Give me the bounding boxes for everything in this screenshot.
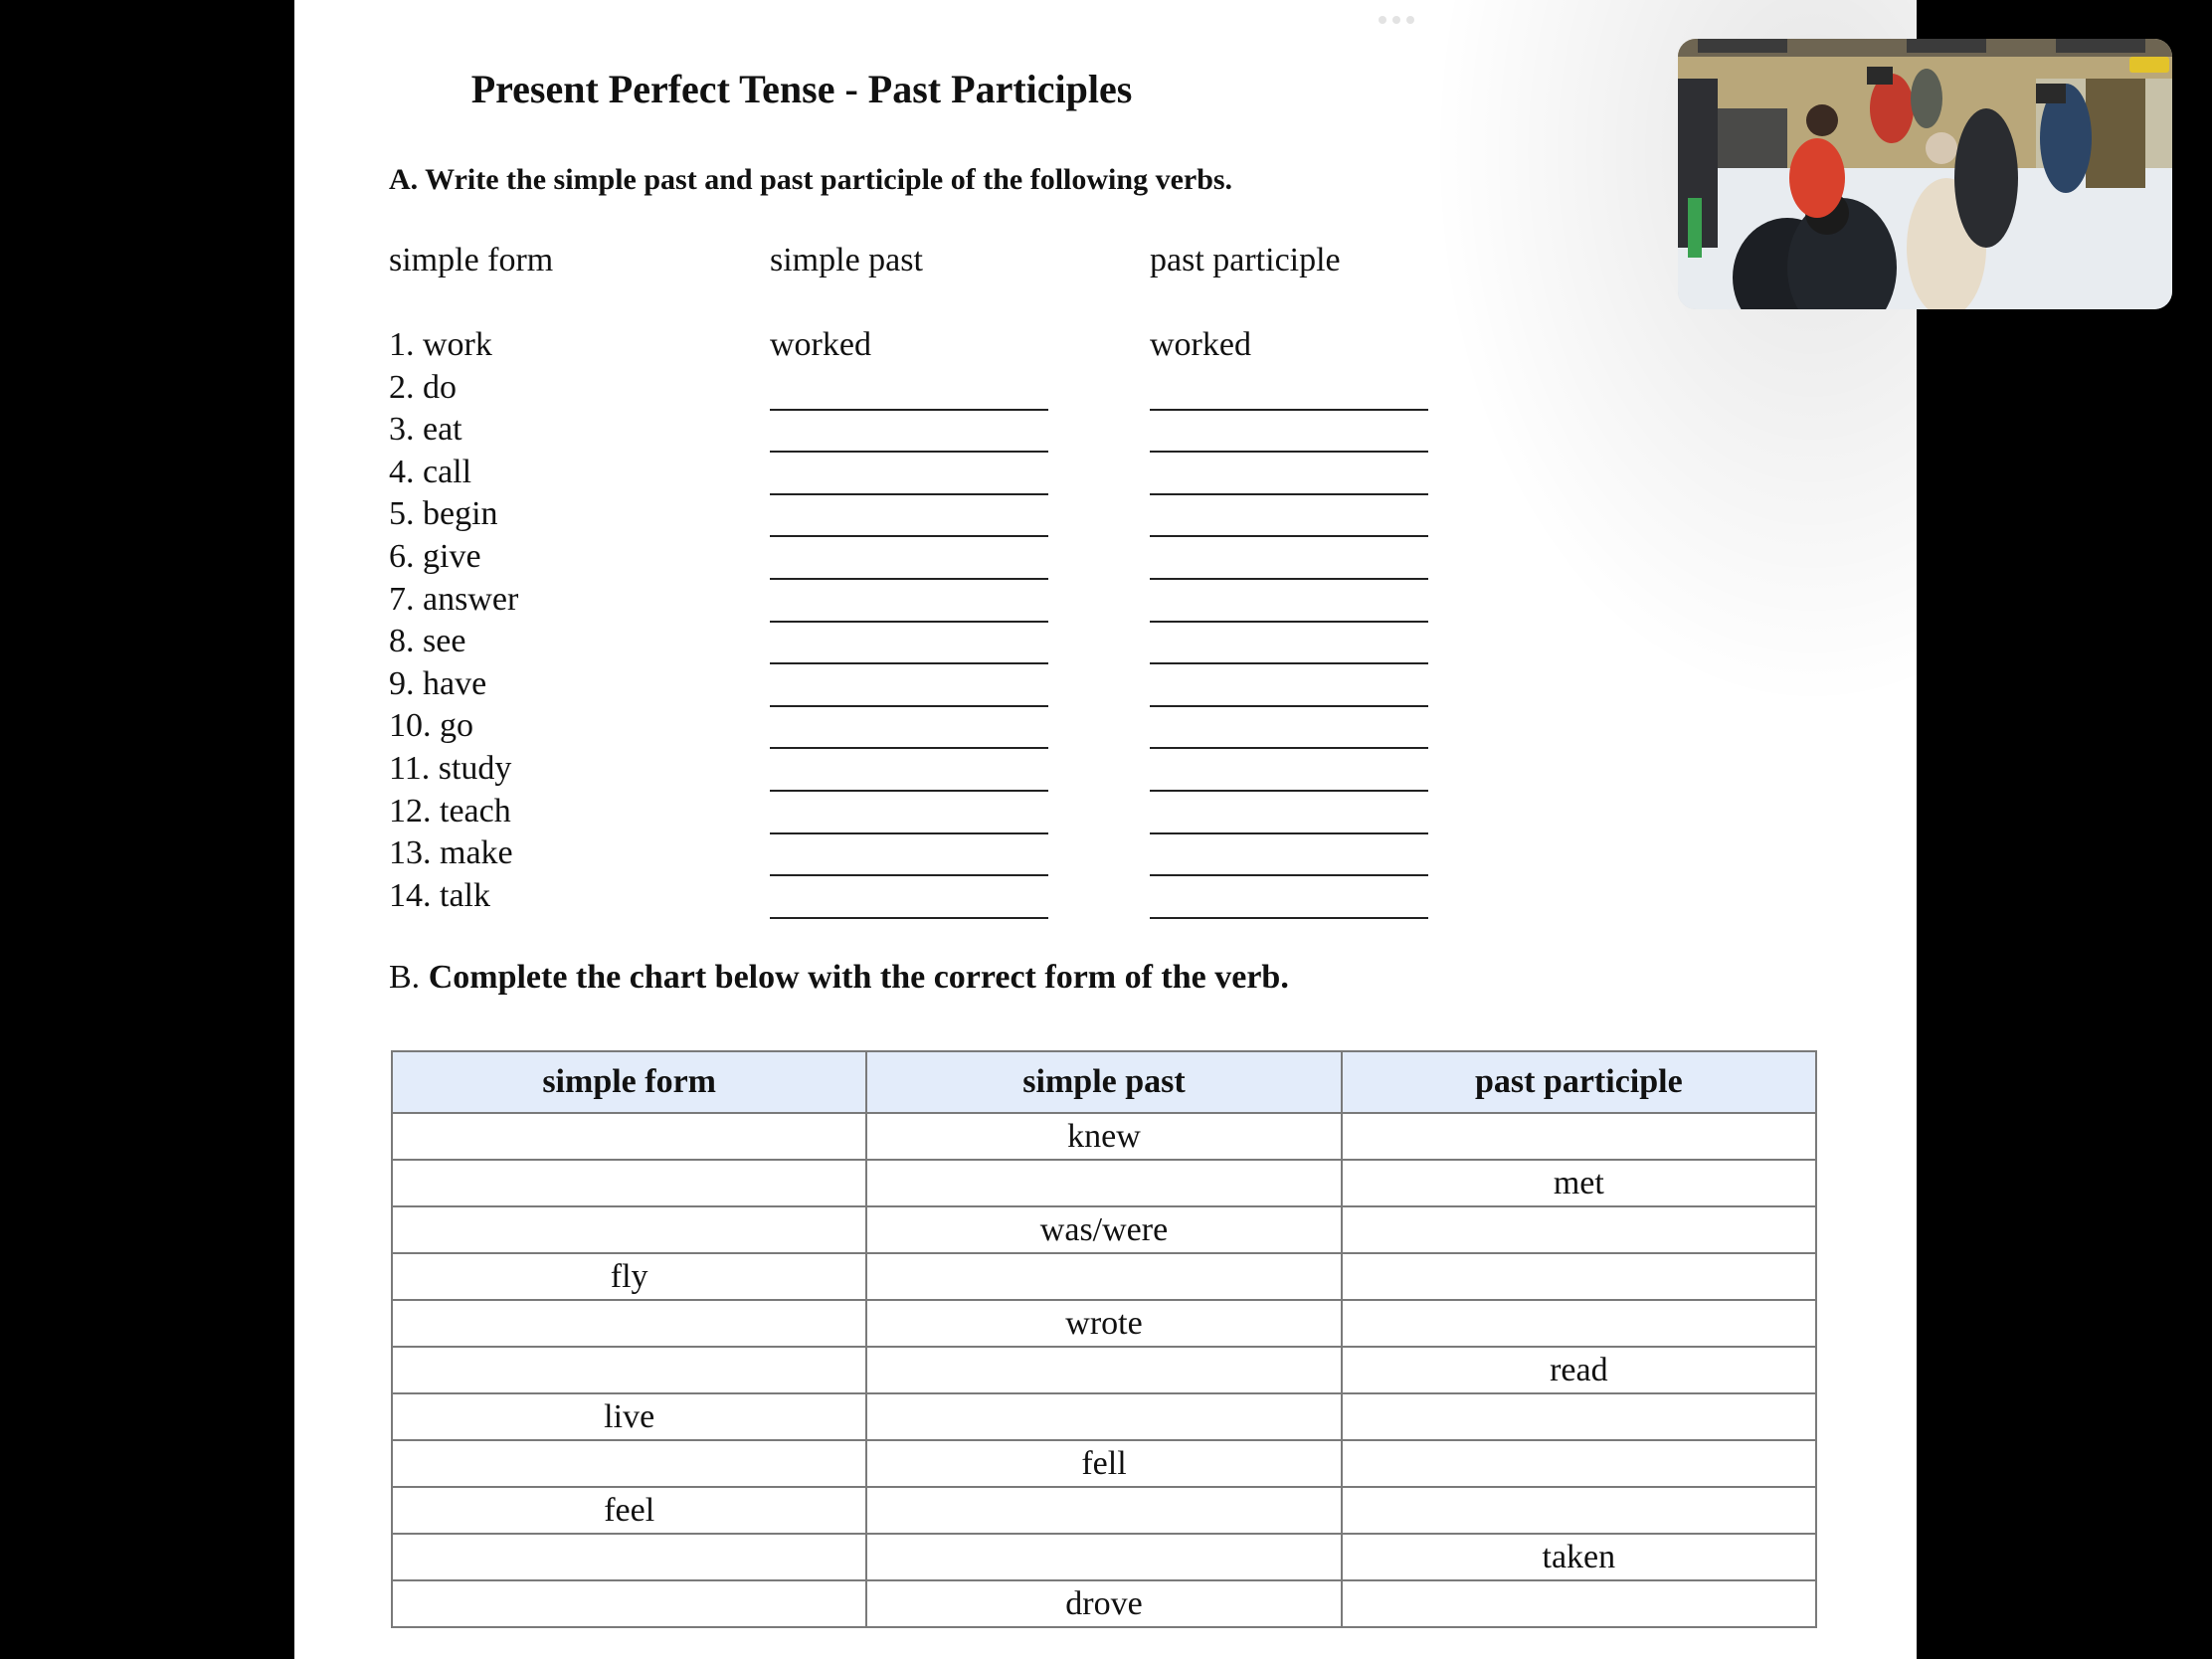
- simple-past-cell[interactable]: [866, 1393, 1341, 1440]
- simple-past-cell: was/were: [866, 1206, 1341, 1253]
- verb-row: [0, 834, 1622, 876]
- verb-label: 3. eat: [389, 411, 462, 449]
- verb-row: [0, 454, 1622, 495]
- verb-row: [0, 369, 1622, 411]
- simple-form-cell[interactable]: [392, 1300, 866, 1347]
- verb-row: [0, 707, 1622, 749]
- verb-label: 2. do: [389, 368, 457, 406]
- simple-past-cell: knew: [866, 1113, 1341, 1160]
- simple-past-cell[interactable]: [866, 1534, 1341, 1580]
- verb-row: [0, 877, 1622, 919]
- chart-row: [392, 1113, 1816, 1160]
- verb-label: 13. make: [389, 834, 513, 872]
- past-participle-cell[interactable]: [1342, 1393, 1816, 1440]
- drag-handle-icon[interactable]: [1379, 16, 1414, 24]
- chart-row: [392, 1347, 1816, 1393]
- simple-past-blank[interactable]: [770, 917, 1048, 919]
- simple-past-cell[interactable]: [866, 1347, 1341, 1393]
- verb-row: [0, 793, 1622, 834]
- section-b-prefix: B.: [389, 959, 421, 996]
- past-participle-blank[interactable]: [1150, 917, 1428, 919]
- simple-form-cell: live: [392, 1393, 866, 1440]
- chart-header-simple-past: simple past: [866, 1051, 1341, 1113]
- video-thumbnail-icon: [1678, 39, 2172, 309]
- verb-label: 8. see: [389, 623, 466, 660]
- verb-chart: [391, 1050, 1817, 1628]
- simple-past-cell: drove: [866, 1580, 1341, 1627]
- past-participle-cell: taken: [1342, 1534, 1816, 1580]
- chart-row: [392, 1206, 1816, 1253]
- past-participle-cell[interactable]: [1342, 1113, 1816, 1160]
- simple-past-cell: wrote: [866, 1300, 1341, 1347]
- past-participle-cell: read: [1342, 1347, 1816, 1393]
- simple-form-cell[interactable]: [392, 1347, 866, 1393]
- simple-form-cell: feel: [392, 1487, 866, 1534]
- verb-label: 9. have: [389, 664, 487, 702]
- verb-label: 14. talk: [389, 876, 490, 914]
- simple-form-cell[interactable]: [392, 1160, 866, 1206]
- chart-row: [392, 1253, 1816, 1300]
- simple-past-cell: fell: [866, 1440, 1341, 1487]
- chart-row: [392, 1440, 1816, 1487]
- col-header-simple-past: simple past: [770, 242, 923, 278]
- simple-past-cell[interactable]: [866, 1487, 1341, 1534]
- verb-row: [0, 411, 1622, 453]
- simple-form-cell[interactable]: [392, 1534, 866, 1580]
- chart-header-simple-form: simple form: [392, 1051, 866, 1113]
- verb-row: [0, 326, 1622, 368]
- section-b-instruction: [389, 959, 1289, 997]
- verb-row: [0, 623, 1622, 664]
- past-participle-cell: met: [1342, 1160, 1816, 1206]
- past-participle-cell[interactable]: [1342, 1580, 1816, 1627]
- chart-header-past-participle: past participle: [1342, 1051, 1816, 1113]
- past-participle-cell[interactable]: [1342, 1440, 1816, 1487]
- past-participle-answer: worked: [1150, 326, 1251, 363]
- past-participle-cell[interactable]: [1342, 1206, 1816, 1253]
- verb-label: 6. give: [389, 538, 481, 575]
- verb-label: 7. answer: [389, 580, 519, 618]
- simple-form-cell[interactable]: [392, 1580, 866, 1627]
- chart-row: [392, 1487, 1816, 1534]
- simple-form-cell[interactable]: [392, 1206, 866, 1253]
- verb-label: 11. study: [389, 750, 512, 787]
- verb-row: [0, 581, 1622, 623]
- simple-past-cell[interactable]: [866, 1253, 1341, 1300]
- chart-row: [392, 1393, 1816, 1440]
- col-header-simple-form: simple form: [389, 242, 554, 278]
- chart-row: [392, 1300, 1816, 1347]
- simple-form-cell[interactable]: [392, 1440, 866, 1487]
- past-participle-cell[interactable]: [1342, 1487, 1816, 1534]
- verb-row: [0, 538, 1622, 580]
- verb-label: 10. go: [389, 707, 473, 745]
- verb-label: 4. call: [389, 453, 472, 490]
- chart-header-row: [392, 1051, 1816, 1113]
- page-title: Present Perfect Tense - Past Participles: [470, 67, 1133, 111]
- col-header-past-participle: past participle: [1150, 242, 1341, 278]
- past-participle-cell[interactable]: [1342, 1253, 1816, 1300]
- simple-form-cell: fly: [392, 1253, 866, 1300]
- chart-row: [392, 1160, 1816, 1206]
- chart-row: [392, 1534, 1816, 1580]
- section-a-instruction: A. Write the simple past and past participle of the following verbs.: [389, 163, 1233, 196]
- video-thumbnail[interactable]: [1678, 39, 2172, 309]
- simple-past-cell[interactable]: [866, 1160, 1341, 1206]
- section-b-text: Complete the chart below with the correct form of the verb.: [428, 959, 1289, 996]
- past-participle-cell[interactable]: [1342, 1300, 1816, 1347]
- verb-row: [0, 665, 1622, 707]
- verb-label: 12. teach: [389, 792, 511, 830]
- verb-row: [0, 495, 1622, 537]
- simple-past-answer: worked: [770, 326, 871, 363]
- simple-form-cell[interactable]: [392, 1113, 866, 1160]
- chart-row: [392, 1580, 1816, 1627]
- verb-row: [0, 750, 1622, 792]
- verb-label: 1. work: [389, 326, 492, 363]
- verb-label: 5. begin: [389, 495, 498, 533]
